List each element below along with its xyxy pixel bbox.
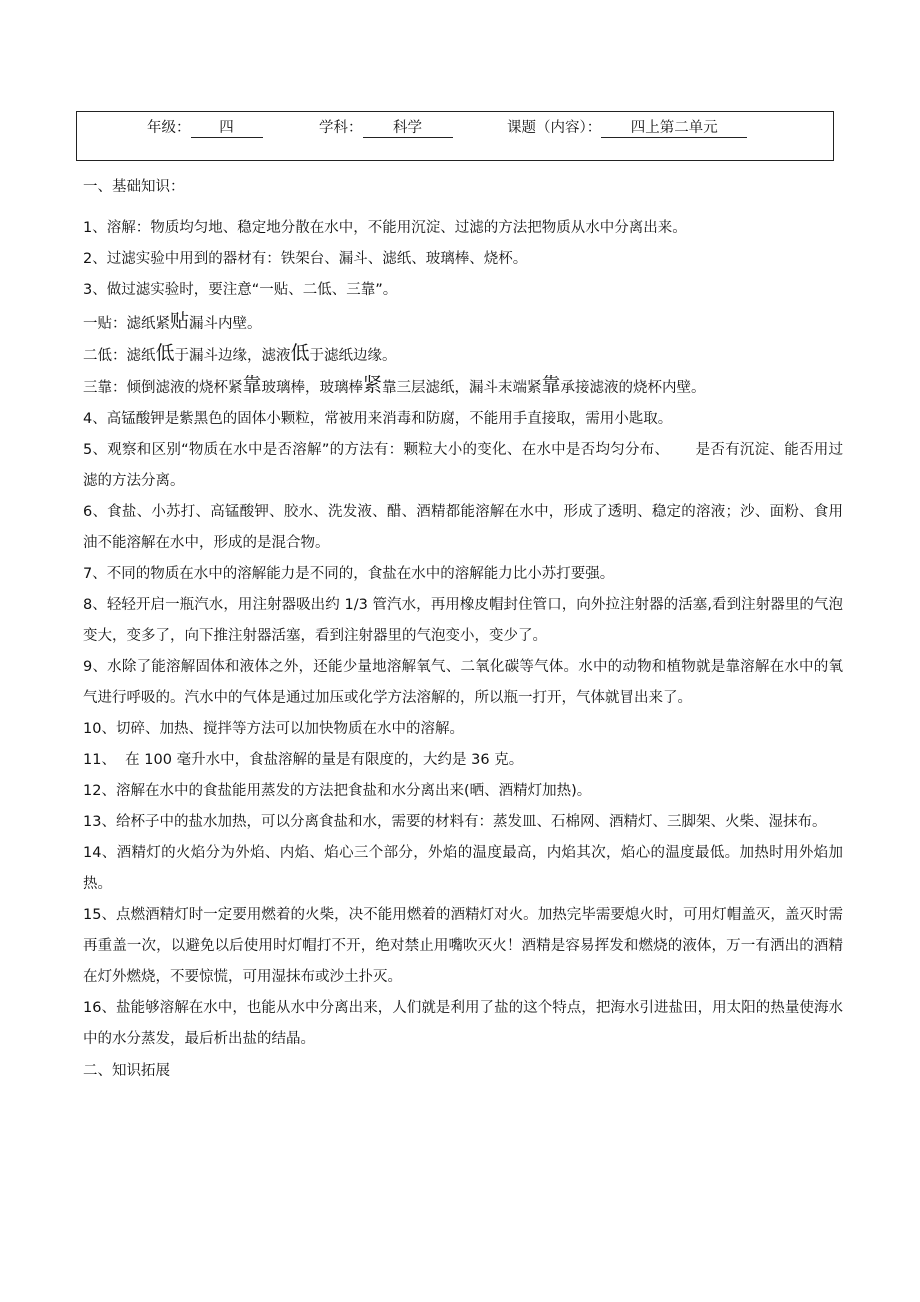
list-item: 8、轻轻开启一瓶汽水，用注射器吸出约 1/3 管汽水，再用橡皮帽封住管口，向外拉注射器的活塞,看到注射器里的气泡变大，变多了，向下推注射器活塞，看到注射器里的气泡变小，变少了。 [83, 597, 843, 644]
rule-text: 二低：滤纸 [83, 348, 156, 364]
rule-text: 漏斗内壁。 [189, 316, 262, 332]
list-item-5 [83, 435, 843, 497]
item-text: 5、观察和区别“物质在水中是否溶解”的方法有：颗粒大小的变化、在水中是否均匀分布、 [83, 442, 670, 458]
header-box [76, 111, 834, 161]
list-item: 9、水除了能溶解固体和液体之外，还能少量地溶解氧气、二氧化碳等气体。水中的动物和植物就是靠溶解在水中的氧气进行呼吸的。汽水中的气体是通过加压或化学方法溶解的，所以瓶一打开，气体就冒出来了。 [83, 659, 843, 706]
list-item: 12、溶解在水中的食盐能用蒸发的方法把食盐和水分离出来(晒、酒精灯加热)。 [83, 783, 592, 799]
topic-label: 课题（内容）： [507, 120, 602, 136]
list-item: 14、酒精灯的火焰分为外焰、内焰、焰心三个部分，外焰的温度最高，内焰其次，焰心的温度最低。加热时用外焰加热。 [83, 845, 843, 892]
rule-text: 玻璃棒，玻璃棒 [261, 380, 364, 396]
rule-emphasis: 低 [290, 342, 310, 364]
rule-text: 三靠：倾倒滤液的烧杯紧 [83, 380, 243, 396]
list-item: 13、给杯子中的盐水加热，可以分离食盐和水，需要的材料有：蒸发皿、石棉网、酒精灯、三脚架、火柴、湿抹布。 [83, 814, 827, 830]
list-item: 7、不同的物质在水中的溶解能力是不同的，食盐在水中的溶解能力比小苏打要强。 [83, 566, 615, 582]
list-item: 10、切碎、加热、搅拌等方法可以加快物质在水中的溶解。 [83, 721, 464, 737]
list-item: 3、做过滤实验时，要注意“一贴、二低、三靠”。 [83, 282, 398, 298]
topic-value: 四上第二单元 [601, 119, 747, 138]
section-title-extension: 二、知识拓展 [83, 1063, 170, 1079]
list-item: 15、点燃酒精灯时一定要用燃着的火柴，决不能用燃着的酒精灯对火。加热完毕需要熄火时，可用灯帽盖灭，盖灭时需再重盖一次，以避免以后使用时灯帽打不开，绝对禁止用嘴吹灭火！酒精是容易挥发和燃烧的液体，万一有洒出的酒精在灯外燃烧，不要惊慌，可用湿抹布或沙土扑灭。 [83, 907, 843, 985]
content [83, 172, 843, 1097]
list-item: 16、盐能够溶解在水中，也能从水中分离出来，人们就是利用了盐的这个特点，把海水引进盐田，用太阳的热量使海水中的水分蒸发，最后析出盐的结晶。 [83, 1000, 843, 1047]
grade-field [147, 118, 263, 138]
rule-text: 一贴：滤纸紧 [83, 316, 170, 332]
grade-value: 四 [191, 119, 263, 138]
list-item: 2、过滤实验中用到的器材有：铁架台、漏斗、滤纸、玻璃棒、烧杯。 [83, 251, 528, 267]
subject-value: 科学 [363, 119, 453, 138]
list-item: 11、 在 100 毫升水中，食盐溶解的量是有限度的，大约是 36 克。 [83, 752, 524, 768]
rule-emphasis: 靠 [242, 374, 262, 396]
topic-field [507, 118, 747, 138]
rule-text: 于漏斗边缘，滤液 [174, 348, 291, 364]
rule-three-lean [83, 372, 843, 402]
rule-text: 靠三层滤纸，漏斗末端紧 [382, 380, 542, 396]
grade-label: 年级： [147, 120, 191, 136]
rule-text: 承接滤液的烧杯内壁。 [560, 380, 706, 396]
rule-emphasis: 靠 [541, 374, 561, 396]
list-item: 4、高锰酸钾是紫黑色的固体小颗粒，常被用来消毒和防腐，不能用手直接取，需用小匙取。 [83, 411, 673, 427]
subject-label: 学科： [319, 120, 363, 136]
rule-one-tie [83, 308, 843, 338]
list-item: 6、食盐、小苏打、高锰酸钾、胶水、洗发液、醋、酒精都能溶解在水中，形成了透明、稳定的溶液；沙、面粉、食用油不能溶解在水中，形成的是混合物。 [83, 504, 843, 551]
list-item: 1、溶解：物质均匀地、稳定地分散在水中，不能用沉淀、过滤的方法把物质从水中分离出来。 [83, 220, 687, 236]
item-text: 是否有沉淀、能否用过滤的方法分离。 [83, 442, 844, 489]
subject-field [319, 118, 453, 138]
rule-text: 于滤纸边缘。 [309, 348, 397, 364]
rule-emphasis: 低 [155, 342, 175, 364]
section-title-basics: 一、基础知识： [83, 179, 185, 195]
rule-emphasis: 贴 [170, 310, 190, 332]
rule-emphasis: 紧 [363, 374, 383, 396]
rule-two-low [83, 340, 843, 370]
